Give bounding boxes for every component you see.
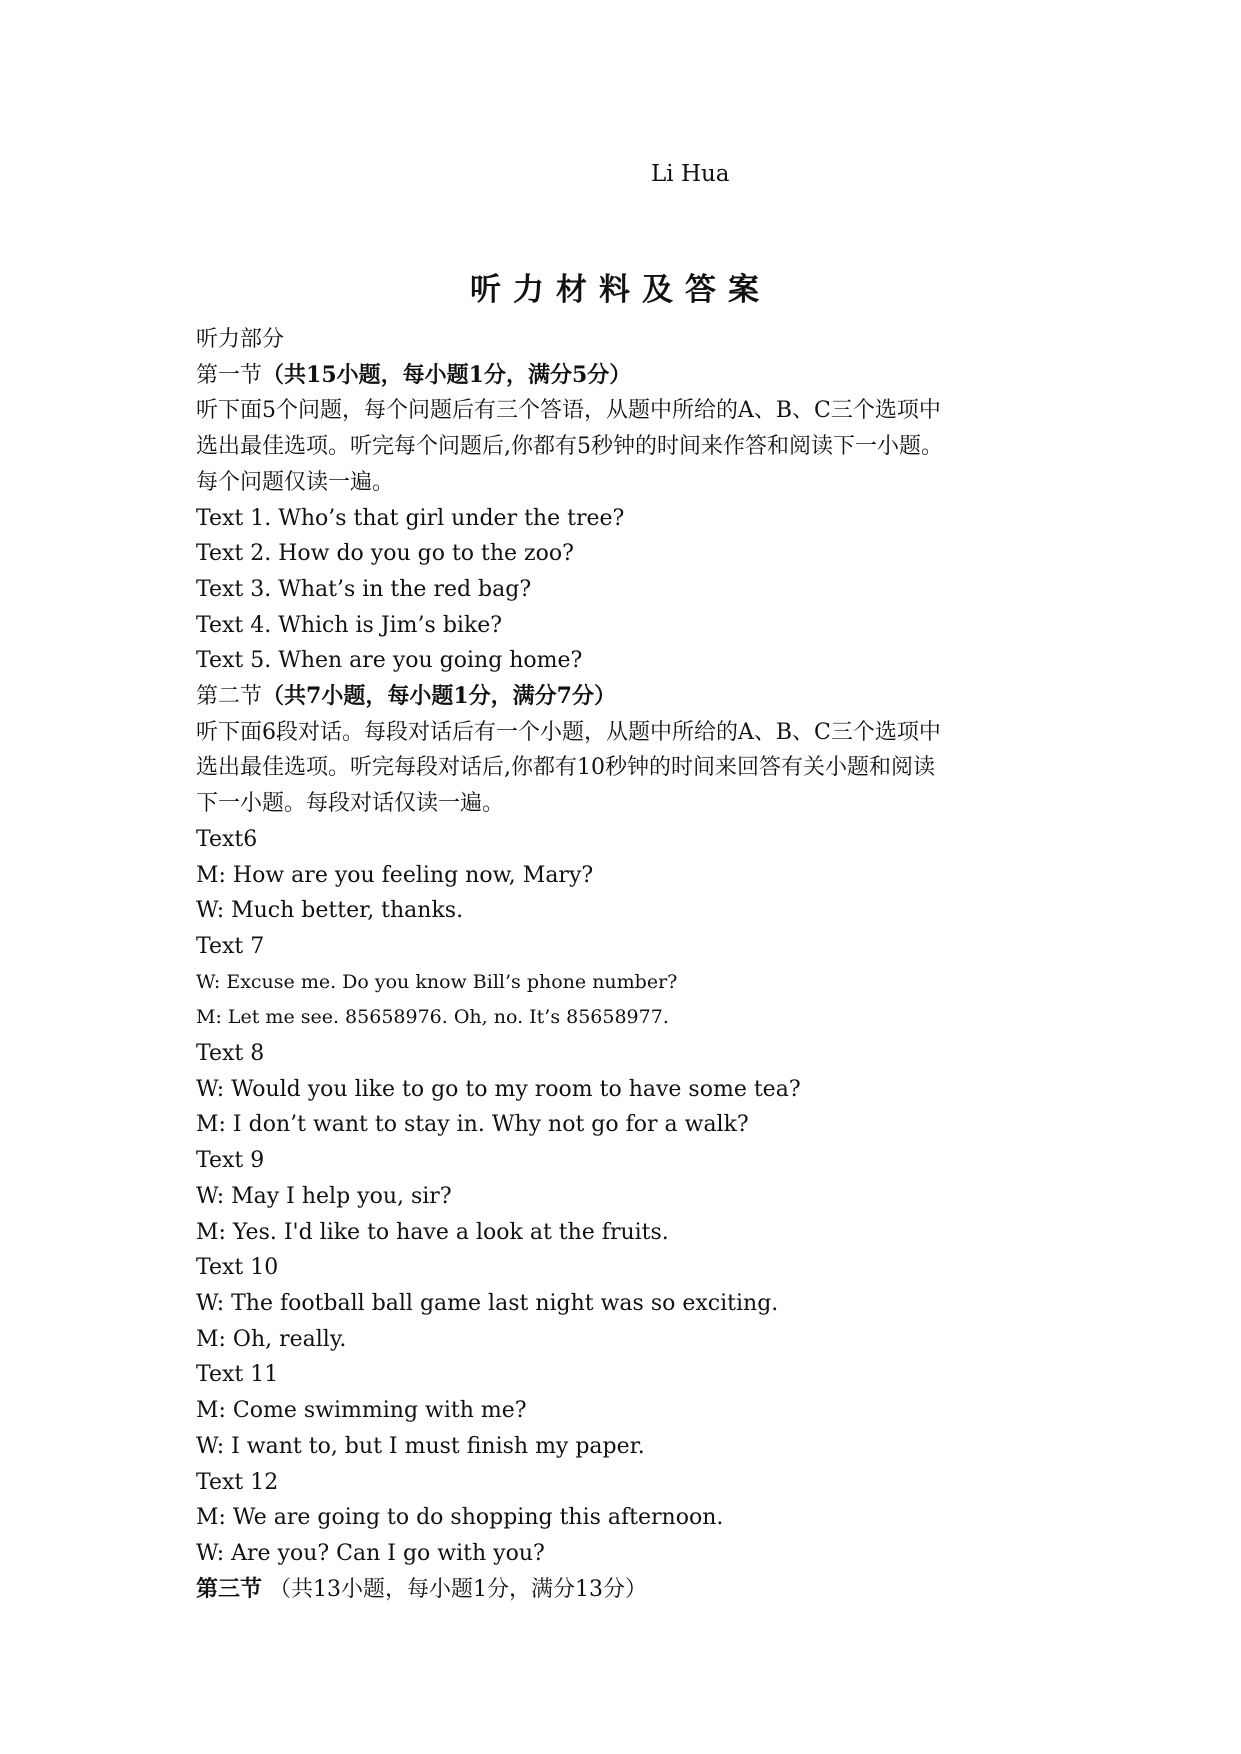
dialogue-line: M: Yes. I'd like to have a look at the fruits. (196, 1219, 669, 1245)
dialogue-line: M: How are you feeling now, Mary? (196, 862, 594, 888)
part2-heading-prefix: 第二节 (196, 684, 263, 710)
part2-heading-detail: （共7小题，每小题1分，满分7分） (262, 683, 616, 710)
question-text: Text 2. How do you go to the zoo? (196, 541, 574, 567)
dialogue-label: Text6 (196, 826, 258, 852)
dialogue-line: W: I want to, but I must finish my paper. (196, 1433, 645, 1459)
dialogue-line: W: The football ball game last night was so exciting. (196, 1290, 779, 1316)
dialogue-label: Text 11 (196, 1362, 279, 1388)
part1-instruction-line: 选出最佳选项。听完每个问题后,你都有5秒钟的时间来作答和阅读下一小题。 (196, 434, 943, 460)
part2-instruction-line: 听下面6段对话。每段对话后有一个小题，从题中所给的A、B、C三个选项中 (196, 719, 941, 745)
dialogue-line: M: Oh, really. (196, 1326, 347, 1352)
dialogue-label: Text 8 (196, 1041, 265, 1067)
part2-heading (196, 679, 1076, 715)
part3-heading (196, 1572, 1076, 1608)
question-text: Text 5. When are you going home? (196, 648, 583, 674)
part2-instruction-line: 选出最佳选项。听完每段对话后,你都有10秒钟的时间来回答有关小题和阅读 (196, 755, 935, 781)
author-name: Li Hua (651, 161, 730, 187)
part1-heading (196, 358, 1076, 394)
dialogue-line: W: Much better, thanks. (196, 898, 464, 924)
part3-heading-detail: （共13小题，每小题1分，满分13分） (262, 1576, 647, 1602)
document-title: 听力材料及答案 (470, 272, 771, 308)
section-label: 听力部分 (196, 327, 285, 352)
dialogue-label: Text 12 (196, 1469, 279, 1495)
dialogue-line: M: Come swimming with me? (196, 1398, 527, 1424)
dialogue-line: M: Let me see. 85658976. Oh, no. It’s 85658977. (196, 1006, 669, 1029)
part1-heading-prefix: 第一节 (196, 362, 263, 388)
part1-instruction-line: 每个问题仅读一遍。 (196, 469, 395, 495)
part1-instruction-line: 听下面5个问题，每个问题后有三个答语，从题中所给的A、B、C三个选项中 (196, 398, 941, 424)
dialogue-line: W: Are you? Can I go with you? (196, 1540, 545, 1566)
dialogue-label: Text 10 (196, 1255, 279, 1281)
question-text: Text 4. Which is Jim’s bike? (196, 612, 503, 638)
dialogue-line: W: May I help you, sir? (196, 1183, 452, 1209)
document-body (196, 322, 1076, 1607)
dialogue-label: Text 7 (196, 933, 265, 959)
dialogue-line: W: Excuse me. Do you know Bill’s phone number? (196, 970, 678, 993)
dialogue-label: Text 9 (196, 1148, 265, 1174)
dialogue-line: M: We are going to do shopping this afternoon. (196, 1505, 724, 1531)
part2-instruction-line: 下一小题。每段对话仅读一遍。 (196, 791, 505, 817)
part3-heading-prefix: 第三节 (196, 1575, 263, 1602)
question-text: Text 3. What’s in the red bag? (196, 576, 532, 602)
dialogue-line: M: I don’t want to stay in. Why not go for a walk? (196, 1112, 749, 1138)
part1-heading-detail: （共15小题，每小题1分，满分5分） (262, 361, 632, 388)
dialogue-line: W: Would you like to go to my room to have some tea? (196, 1076, 801, 1102)
question-text: Text 1. Who’s that girl under the tree? (196, 505, 625, 531)
